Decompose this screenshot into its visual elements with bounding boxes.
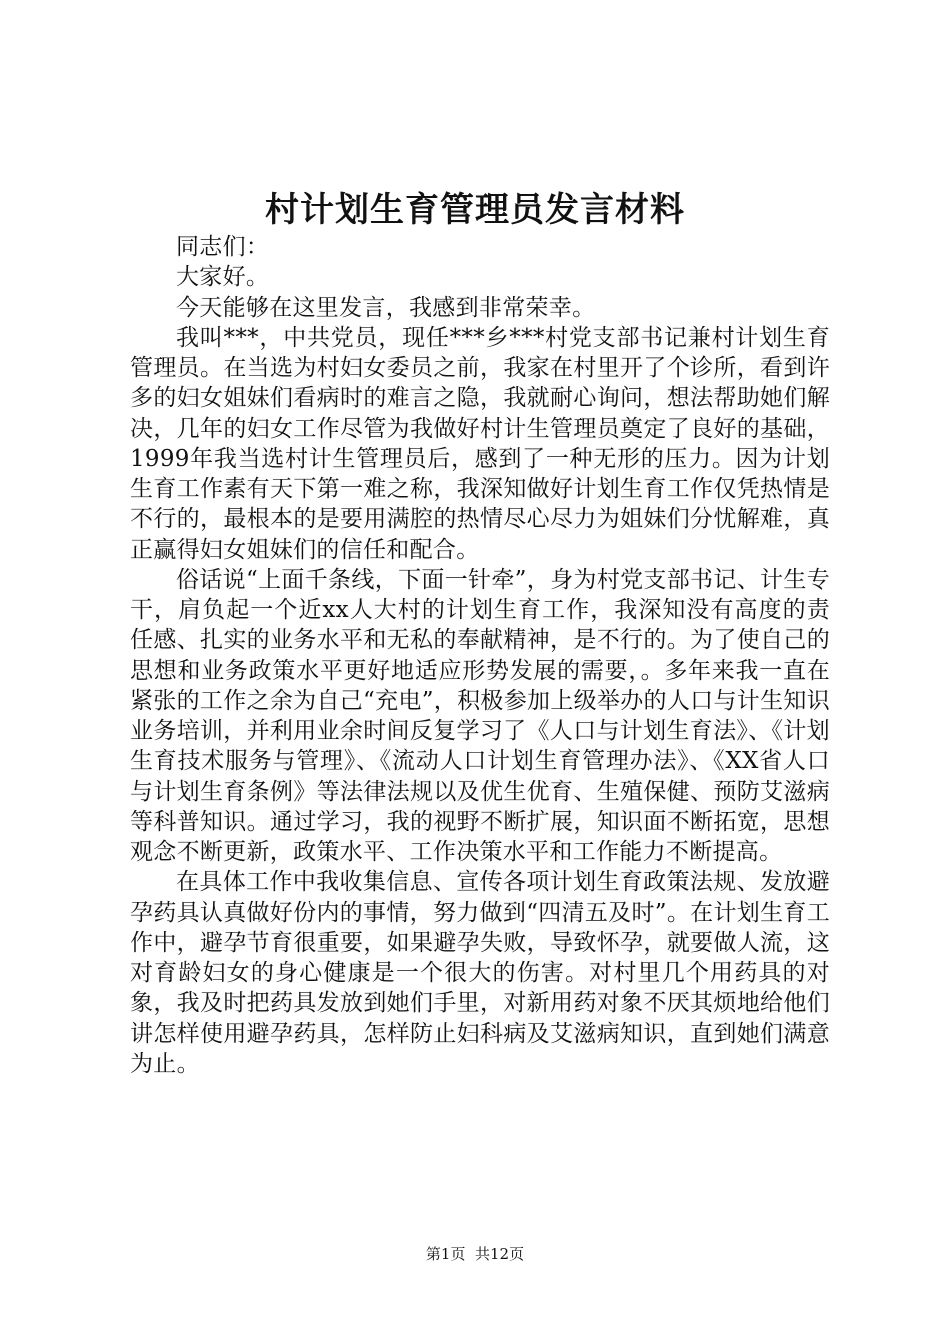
paragraph-greeting: 大家好。 [176,264,270,291]
paragraph-salutation: 同志们： [176,234,270,260]
paragraph-introduction: 我叫***，中共党员，现任***乡***村党支部书记兼村计划生育管理员。在当选为村妇女委员之前，我家在村里开了个诊所，看到许多的妇女姐妹们看病时的难言之隐，我就耐心询问，想法帮助她们解决，几年的妇女工作尽管为我做好村计生管理员奠定了良好的基础，1999年我当选村计生管理员后，感到了一种无形的压力。因为计划生育工作素有天下第一难之称，我深知做好计划生育工作仅凭热情是不行的，最根本的是要用满腔的热情尽心尽力为姐妹们分忧解难，真正赢得妇女姐妹们的信任和配合。 [130,324,830,563]
page-total: 共12页 [475,1245,525,1263]
paragraph-work: 在具体工作中我收集信息、宣传各项计划生育政策法规、发放避孕药具认真做好份内的事情，努力做到“四清五及时”。在计划生育工作中，避孕节育很重要，如果避孕失败，导致怀孕，就要做人流，这对育龄妇女的身心健康是一个很大的伤害。对村里几个用药具的对象，我及时把药具发放到她们手里，对新用药对象不厌其烦地给他们讲怎样使用避孕药具，怎样防止妇科病及艾滋病知识，直到她们满意为止。 [130,869,830,1077]
paragraph-opening: 今天能够在这里发言，我感到非常荣幸。 [176,294,596,321]
page-footer [0,1243,950,1265]
page-number: 第1页 [425,1245,466,1263]
page-title: 村计划生育管理员发言材料 [265,190,685,230]
footer-separator [465,1245,475,1263]
document-body [130,232,830,1079]
paragraph-study: 俗话说“上面千条线，下面一针牵”，身为村党支部书记、计生专干，肩负起一个近xx人大村的计划生育工作，我深知没有高度的责任感、扎实的业务水平和无私的奉献精神，是不行的。为了使自己的思想和业务政策水平更好地适应形势发展的需要，。多年来我一直在紧张的工作之余为自己“充电”，积极参加上级举办的人口与计生知识业务培训，并利用业余时间反复学习了《人口与计划生育法》、《计划生育技术服务与管理》、《流动人口计划生育管理办法》、《XX省人口与计划生育条例》等法律法规以及优生优育、生殖保健、预防艾滋病等科普知识。通过学习，我的视野不断扩展，知识面不断拓宽，思想观念不断更新，政策水平、工作决策水平和工作能力不断提高。 [130,566,830,865]
